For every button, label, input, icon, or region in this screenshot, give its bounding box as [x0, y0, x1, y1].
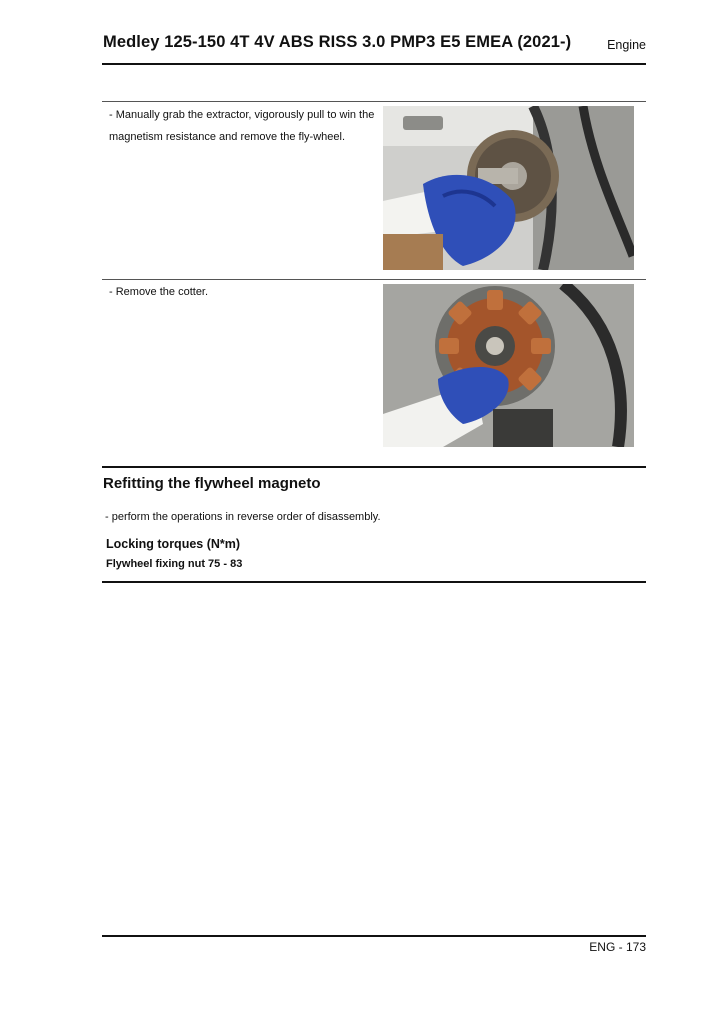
- torque-value: Flywheel fixing nut 75 - 83: [106, 558, 243, 570]
- step-divider: [102, 279, 646, 280]
- document-title: Medley 125-150 4T 4V ABS RISS 3.0 PMP3 E5 EMEA (2021-): [103, 33, 572, 51]
- section-heading: Refitting the flywheel magneto: [103, 475, 321, 492]
- flywheel-extractor-photo: [383, 106, 634, 270]
- step-divider: [102, 101, 646, 102]
- section-label: Engine: [607, 38, 646, 52]
- stator-cotter-photo: [383, 284, 634, 447]
- torques-heading: Locking torques (N*m): [106, 537, 241, 551]
- step-2-text: - Remove the cotter.: [109, 286, 209, 298]
- footer-rule: [102, 935, 646, 937]
- step-1-text: - Manually grab the extractor, vigorously pull to win the magnetism resistance and remove the fly-wheel.: [109, 109, 375, 143]
- header-rule: [102, 63, 646, 65]
- section-end-rule: [102, 581, 646, 583]
- section-rule: [102, 466, 646, 468]
- refit-instruction: - perform the operations in reverse order of disassembly.: [105, 511, 381, 523]
- page-number: ENG - 173: [589, 940, 646, 954]
